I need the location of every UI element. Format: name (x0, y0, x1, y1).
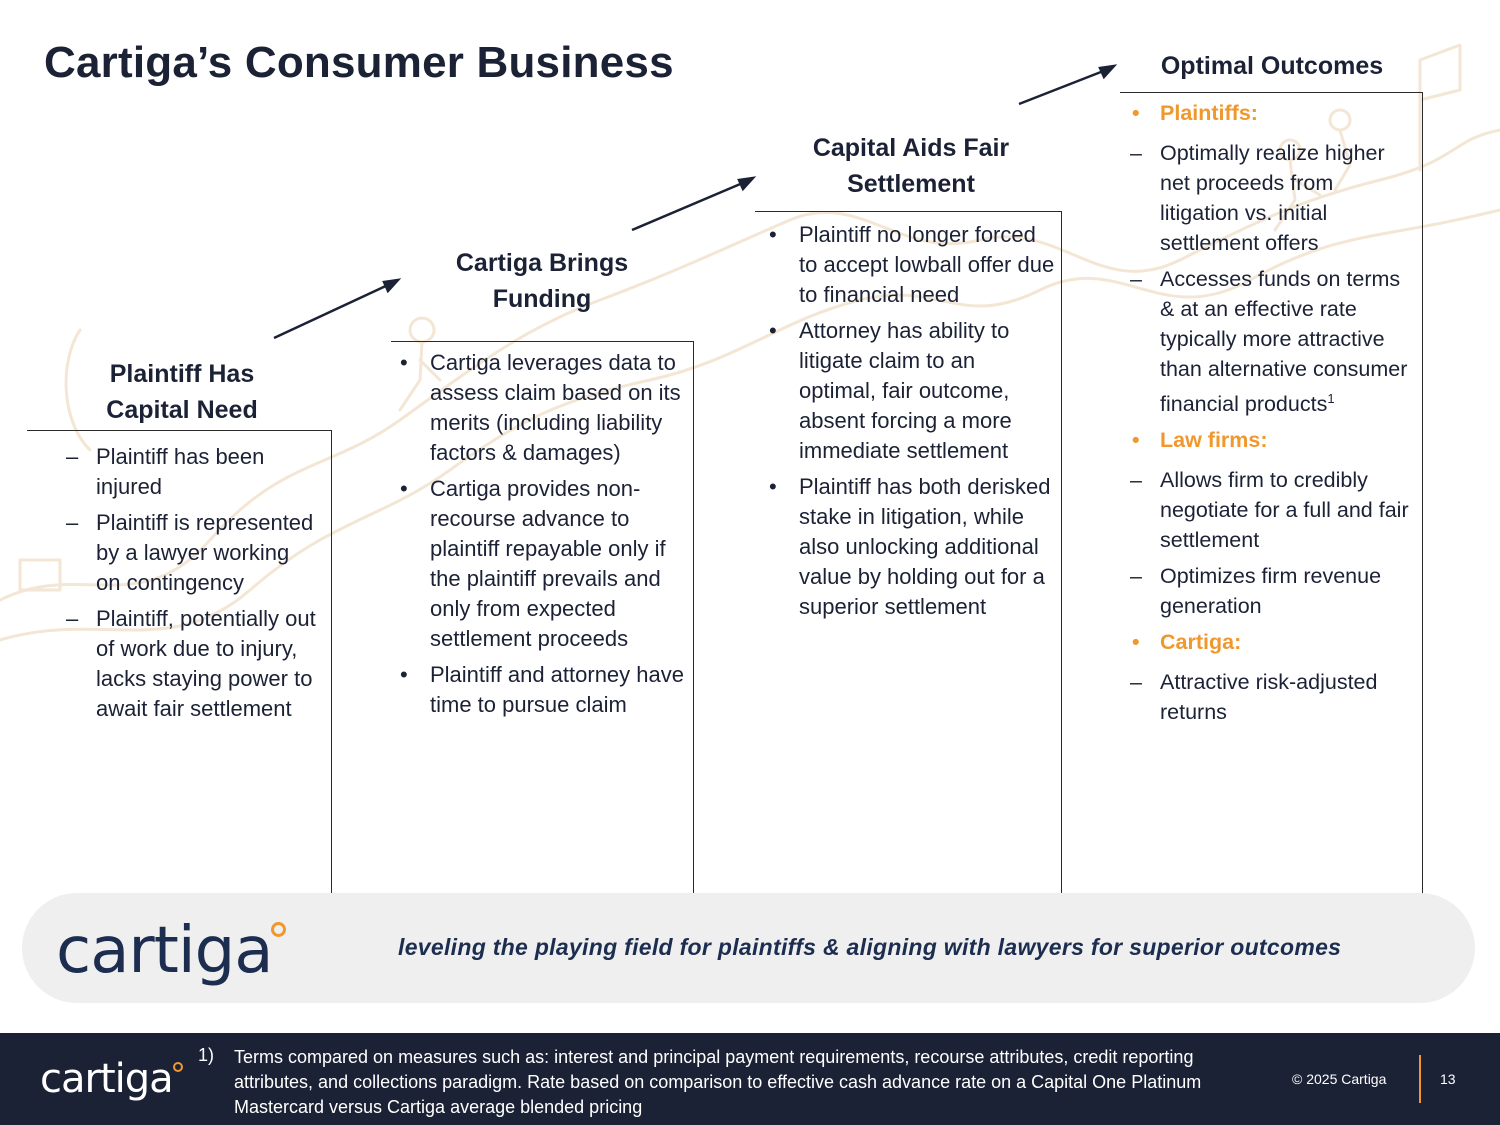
list-item: – Plaintiff is represented by a lawyer working on contingency (66, 510, 314, 595)
page-number: 13 (1440, 1071, 1456, 1087)
list-item: • Plaintiff no longer forced to accept lowball offer due to financial need (769, 222, 1055, 307)
column-list-capital-need (62, 442, 318, 730)
list-item: • Plaintiff has both derisked stake in litigation, while also unlocking additional value by holding out for a superior settlement (769, 474, 1051, 619)
list-item: – Attractive risk-adjusted returns (1130, 670, 1378, 725)
category-label-law-firms: • Law firms: (1132, 428, 1268, 453)
category-label-cartiga: • Cartiga: (1132, 630, 1242, 655)
list-item: – Optimally realize higher net proceeds from litigation vs. initial settlement offers (1130, 141, 1385, 255)
footer-logo: cartiga (40, 1056, 173, 1102)
column-heading-capital-need: Plaintiff Has Capital Need (106, 360, 258, 424)
list-item: – Optimizes firm revenue generation (1130, 564, 1382, 619)
list-item: – Allows firm to credibly negotiate for a full and fair settlement (1130, 468, 1409, 553)
list-item: • Cartiga leverages data to assess claim based on its merits (including liability factors & damages) (400, 350, 681, 465)
list-item: – Plaintiff has been injured (66, 444, 265, 499)
list-item: • Plaintiff and attorney have time to pursue claim (400, 662, 684, 717)
list-item: – Accesses funds on terms & at an effective rate typically more attractive than alternative consumer financial products$^1$ (1130, 267, 1408, 417)
column-list-optimal-outcomes (1126, 96, 1412, 733)
footnote-text: Terms compared on measures such as: interest and principal payment requirements, recourse attributes, credit reporting attributes, and collections paradigm. Rate based on comparison to effective cash advance rate on a Capital One Platinum Mastercard versus Cartiga average blended pricing (234, 1047, 1202, 1117)
column-heading-optimal-outcomes: Optimal Outcomes (1160, 52, 1384, 80)
list-item: • Attorney has ability to litigate claim to an optimal, fair outcome, absent forcing a more immediate settlement (769, 318, 1012, 463)
column-heading-fair-settlement: Capital Aids Fair Settlement (812, 134, 1010, 198)
list-item: – Plaintiff, potentially out of work due to injury, lacks staying power to await fair settlement (66, 606, 316, 721)
arrow-up-right-icon (632, 178, 753, 230)
tagline-text: leveling the playing field for plaintiffs & aligning with lawyers for superior outcomes (398, 934, 1342, 960)
column-list-fair-settlement (765, 220, 1055, 628)
page-title: Cartiga’s Consumer Business (44, 38, 674, 87)
arrow-up-right-icon (1019, 66, 1114, 104)
arrow-up-right-icon (274, 280, 398, 338)
cartiga-logo: cartiga (56, 914, 272, 988)
list-item: • Cartiga provides non-recourse advance to plaintiff repayable only if the plaintiff prevails and only from expected settlement proceeds (400, 476, 666, 651)
footnote-superscript: 1 (1327, 391, 1335, 406)
column-list-funding (396, 348, 686, 726)
category-label-plaintiffs: • Plaintiffs: (1132, 101, 1258, 125)
copyright: © 2025 Cartiga (1292, 1071, 1387, 1087)
logo-degree-circle-icon (173, 1062, 183, 1072)
footer-divider (1419, 1055, 1421, 1103)
column-heading-funding: Cartiga Brings Funding (455, 249, 629, 313)
footnote-number: 1) (198, 1045, 215, 1065)
